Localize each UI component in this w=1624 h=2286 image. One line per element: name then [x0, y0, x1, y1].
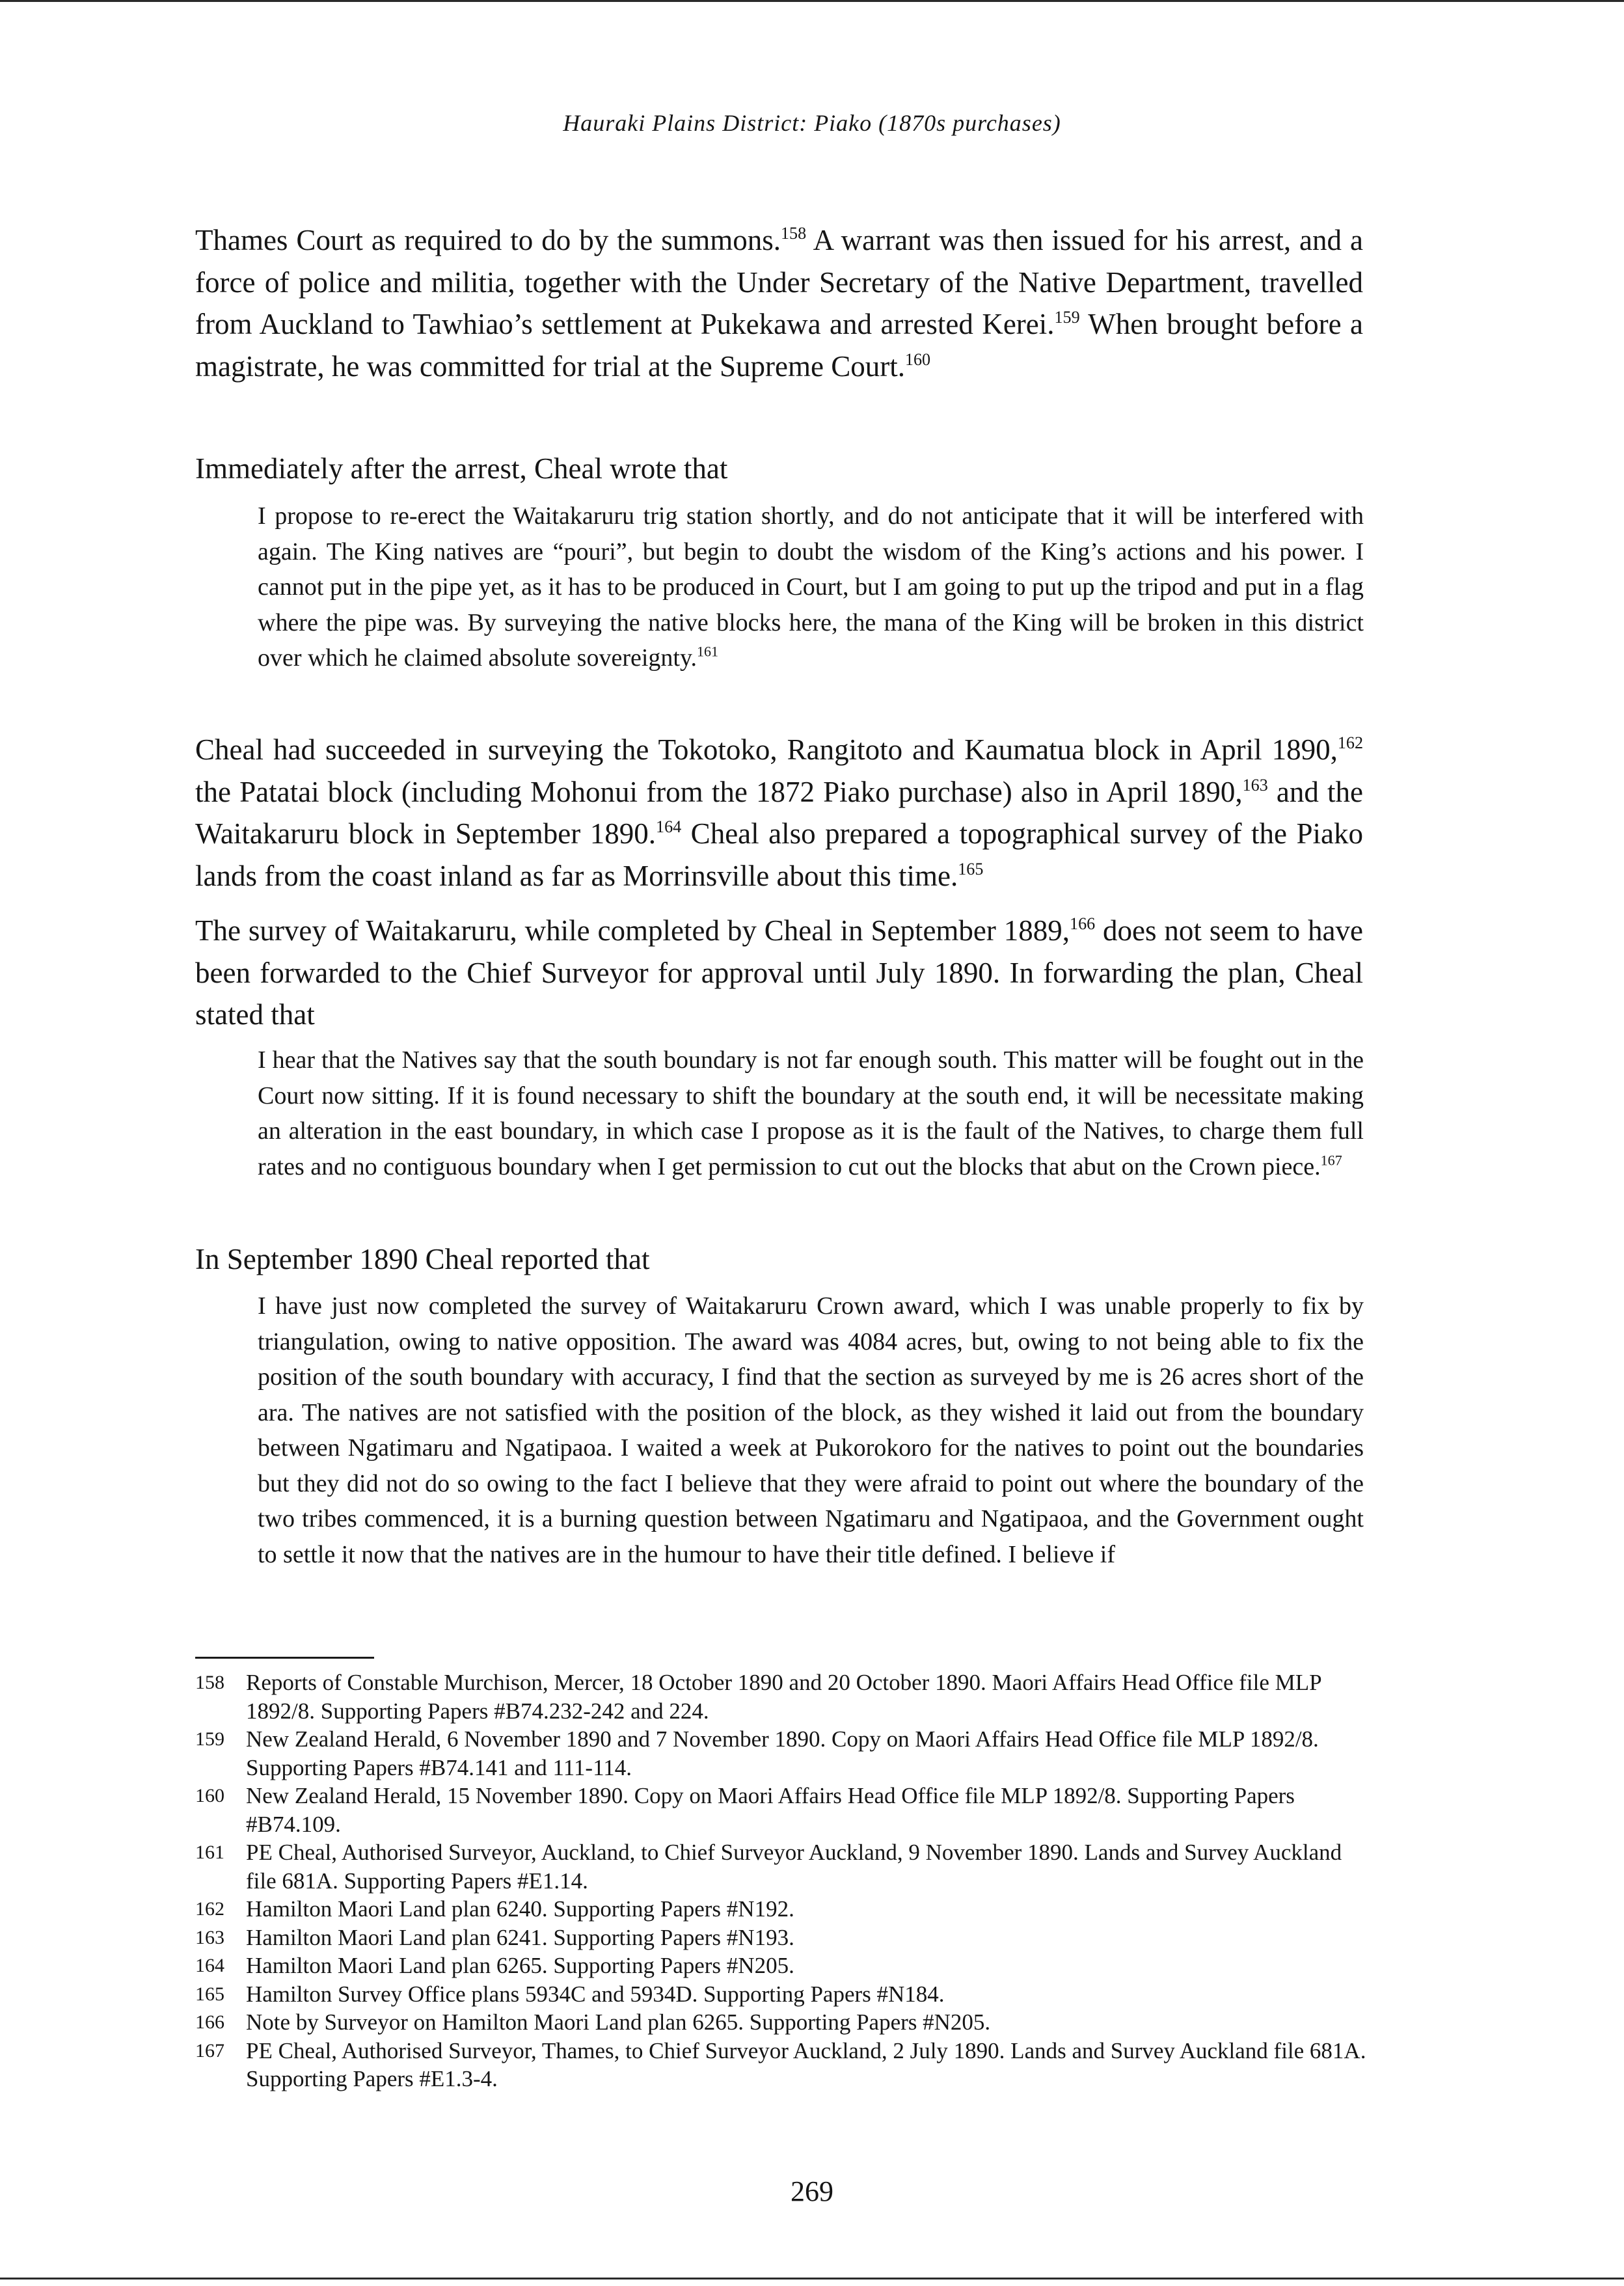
footnote-text: Hamilton Maori Land plan 6265. Supporting Papers #N205.	[246, 1953, 794, 1978]
text-run: I have just now completed the survey of Waitakaruru Crown award, which I was unable properly to fix by triangulation, owing to native opposition. The award was 4084 acres, but, owing to not being able to fix the position of the south boundary with accuracy, I find that the section as surveyed by me is 26 acres short of the ara. The natives are not satisfied with the position of the block, as they wished it laid out from the boundary between Ngatimaru and Ngatipaoa. I waited a week at Pukorokoro for the natives to point out the boundaries but they did not do so owing to the fact I believe that they were afraid to point out where the boundary of the two tribes commenced, it is a burning question between Ngatimaru and Ngatipaoa, and the Government ought to settle it now that the natives are in the humour to have their title defined. I believe if	[258, 1292, 1364, 1568]
footnote-ref-165[interactable]: 165	[958, 859, 984, 878]
top-border-rule	[0, 0, 1624, 2]
footnote-164	[195, 1952, 1366, 1980]
bottom-border-rule	[0, 2278, 1624, 2279]
text-run: When brought before a magistrate, he was committed for trial at the Supreme Court.	[195, 308, 1363, 383]
footnote-number: 163	[195, 1926, 224, 1948]
text-run: The survey of Waitakaruru, while completed by Cheal in September 1889,	[195, 914, 1070, 947]
footnote-separator	[195, 1657, 374, 1659]
footnote-160	[195, 1782, 1366, 1838]
block-quote-1	[258, 498, 1364, 676]
footnote-number: 161	[195, 1842, 224, 1863]
footnote-ref-164[interactable]: 164	[656, 817, 682, 837]
footnote-text: Hamilton Survey Office plans 5934C and 5934D. Supporting Papers #N184.	[246, 1981, 945, 2007]
text-run: I hear that the Natives say that the south boundary is not far enough south. This matter will be fought out in the Court now sitting. If it is found necessary to shift the boundary at the south end, it will be necessitate making an alteration in the east boundary, in which case I propose as it is the fault of the Natives, to charge them full rates and no contiguous boundary when I get permission to cut out the blocks that abut on the Crown piece.	[258, 1046, 1364, 1180]
running-head: Hauraki Plains District: Piako (1870s purchases)	[563, 110, 1061, 136]
footnote-text: New Zealand Herald, 6 November 1890 and 7 November 1890. Copy on Maori Affairs Head Office file MLP 1892/8. Supporting Papers #B74.141 and 111-114.	[246, 1726, 1319, 1780]
footnote-ref-163[interactable]: 163	[1242, 775, 1268, 795]
footnote-159	[195, 1725, 1366, 1782]
footnote-number: 160	[195, 1785, 224, 1806]
footnote-163	[195, 1924, 1366, 1952]
footnote-number: 165	[195, 1983, 224, 2005]
text-run: A warrant was then issued for his arrest, and a force of police and militia, together with the Under Secretary of the Native Department, travelled from Auckland to Tawhiao’s settlement at Pukekawa and arrested Kerei.	[195, 224, 1363, 340]
footnote-ref-159[interactable]: 159	[1054, 308, 1080, 327]
block-quote-2	[258, 1042, 1364, 1184]
footnote-ref-166[interactable]: 166	[1070, 914, 1096, 934]
footnote-158	[195, 1668, 1366, 1725]
text-run: Cheal also prepared a topographical survey of the Piako lands from the coast inland as far as Morrinsville about this time.	[195, 817, 1363, 892]
text-run: does not seem to have been forwarded to the Chief Surveyor for approval until July 1890. In forwarding the plan, Cheal stated that	[195, 914, 1363, 1031]
footnote-number: 159	[195, 1728, 224, 1750]
footnote-number: 162	[195, 1898, 224, 1920]
lead-in-line-1: Immediately after the arrest, Cheal wrote that	[195, 452, 728, 485]
footnote-161	[195, 1838, 1366, 1895]
footnote-ref-158[interactable]: 158	[780, 224, 807, 243]
footnote-ref-167[interactable]: 167	[1320, 1152, 1342, 1169]
footnote-text: PE Cheal, Authorised Surveyor, Auckland, to Chief Surveyor Auckland, 9 November 1890. Lands and Survey Auckland file 681A. Supporting Papers #E1.14.	[246, 1840, 1342, 1894]
footnote-167	[195, 2037, 1366, 2093]
footnote-ref-162[interactable]: 162	[1337, 733, 1363, 753]
text-run: I propose to re-erect the Waitakaruru trig station shortly, and do not anticipate that it will be interfered with again. The King natives are “pouri”, but begin to doubt the wisdom of the King’s actions and his power. I cannot put in the pipe yet, as it has to be produced in Court, but I am going to put up the tripod and put in a flag where the pipe was. By surveying the native blocks here, the mana of the King will be broken in this district over which he claimed absolute sovereignty.	[258, 502, 1364, 672]
footnote-162	[195, 1895, 1366, 1924]
lead-in-line-2: In September 1890 Cheal reported that	[195, 1243, 650, 1275]
footnote-text: Hamilton Maori Land plan 6241. Supporting Papers #N193.	[246, 1924, 794, 1950]
footnote-ref-160[interactable]: 160	[904, 349, 931, 369]
footnote-165	[195, 1980, 1366, 2009]
footnote-number: 167	[195, 2039, 224, 2061]
footnote-ref-161[interactable]: 161	[696, 643, 719, 660]
footnote-text: Hamilton Maori Land plan 6240. Supporting Papers #N192.	[246, 1896, 794, 1922]
text-run: and the Waitakaruru block in September 1890.	[195, 775, 1364, 850]
body-paragraph-3	[195, 910, 1363, 1036]
body-paragraph-2	[195, 729, 1363, 897]
footnote-text: Reports of Constable Murchison, Mercer, 18 October 1890 and 20 October 1890. Maori Affairs Head Office file MLP 1892/8. Supporting Papers #B74.232-242 and 224.	[246, 1670, 1321, 1724]
text-run: Thames Court as required to do by the summons.	[195, 224, 781, 256]
footnote-text: PE Cheal, Authorised Surveyor, Thames, to Chief Surveyor Auckland, 2 July 1890. Lands and Survey Auckland file 681A. Supporting Papers #E1.3-4.	[246, 2037, 1366, 2091]
page-number: 269	[791, 2175, 833, 2207]
body-paragraph-1	[195, 219, 1363, 387]
block-quote-3	[258, 1288, 1364, 1572]
footnote-list	[195, 1668, 1366, 2093]
footnote-number: 164	[195, 1955, 224, 1976]
footnote-text: New Zealand Herald, 15 November 1890. Copy on Maori Affairs Head Office file MLP 1892/8. Supporting Papers #B74.109.	[246, 1783, 1295, 1837]
text-run: the Patatai block (including Mohonui from the 1872 Piako purchase) also in April 1890,	[195, 775, 1243, 808]
footnote-166	[195, 2008, 1366, 2037]
footnote-text: Note by Surveyor on Hamilton Maori Land plan 6265. Supporting Papers #N205.	[246, 2009, 991, 2035]
footnote-number: 166	[195, 2011, 224, 2033]
text-run: Cheal had succeeded in surveying the Tokotoko, Rangitoto and Kaumatua block in April 1890,	[195, 733, 1338, 766]
footnote-number: 158	[195, 1672, 224, 1693]
